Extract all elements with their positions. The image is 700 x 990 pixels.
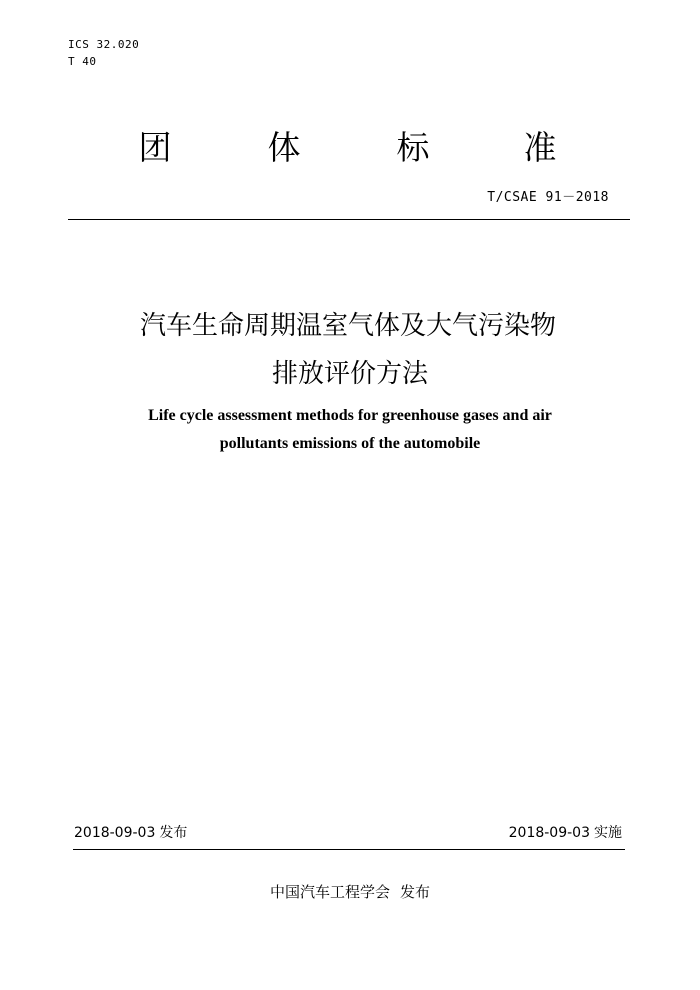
header-divider xyxy=(68,219,630,220)
publish-label: 发布 xyxy=(159,825,188,841)
title-chinese-line-2: 排放评价方法 xyxy=(271,359,428,389)
publisher-name: 中国汽车工程学会 xyxy=(269,883,390,901)
implement-date-line xyxy=(509,824,622,842)
footer-divider xyxy=(73,849,625,850)
publisher-line xyxy=(0,882,700,902)
title-english-line-2: pollutants emissions of the automobile xyxy=(219,435,481,452)
publish-date-line xyxy=(74,824,187,842)
title-chinese-line-1: 汽车生命周期温室气体及大气污染物 xyxy=(139,311,556,341)
implement-date: 2018-09-03 xyxy=(508,825,590,841)
ccs-code: T 40 xyxy=(68,55,97,68)
document-type-char-1: 团 xyxy=(138,128,172,167)
document-type-char-4: 准 xyxy=(523,128,557,167)
title-english-line-1: Life cycle assessment methods for greenhouse gases and air xyxy=(148,407,552,424)
implement-label: 实施 xyxy=(594,825,622,841)
publish-date: 2018-09-03 xyxy=(74,825,156,841)
ics-code: ICS 32.020 xyxy=(68,38,140,51)
document-type-char-2: 体 xyxy=(267,128,301,167)
standard-number: T/CSAE 91－2018 xyxy=(487,190,609,205)
publisher-action: 发布 xyxy=(400,883,431,901)
document-type-char-3: 标 xyxy=(396,128,430,167)
